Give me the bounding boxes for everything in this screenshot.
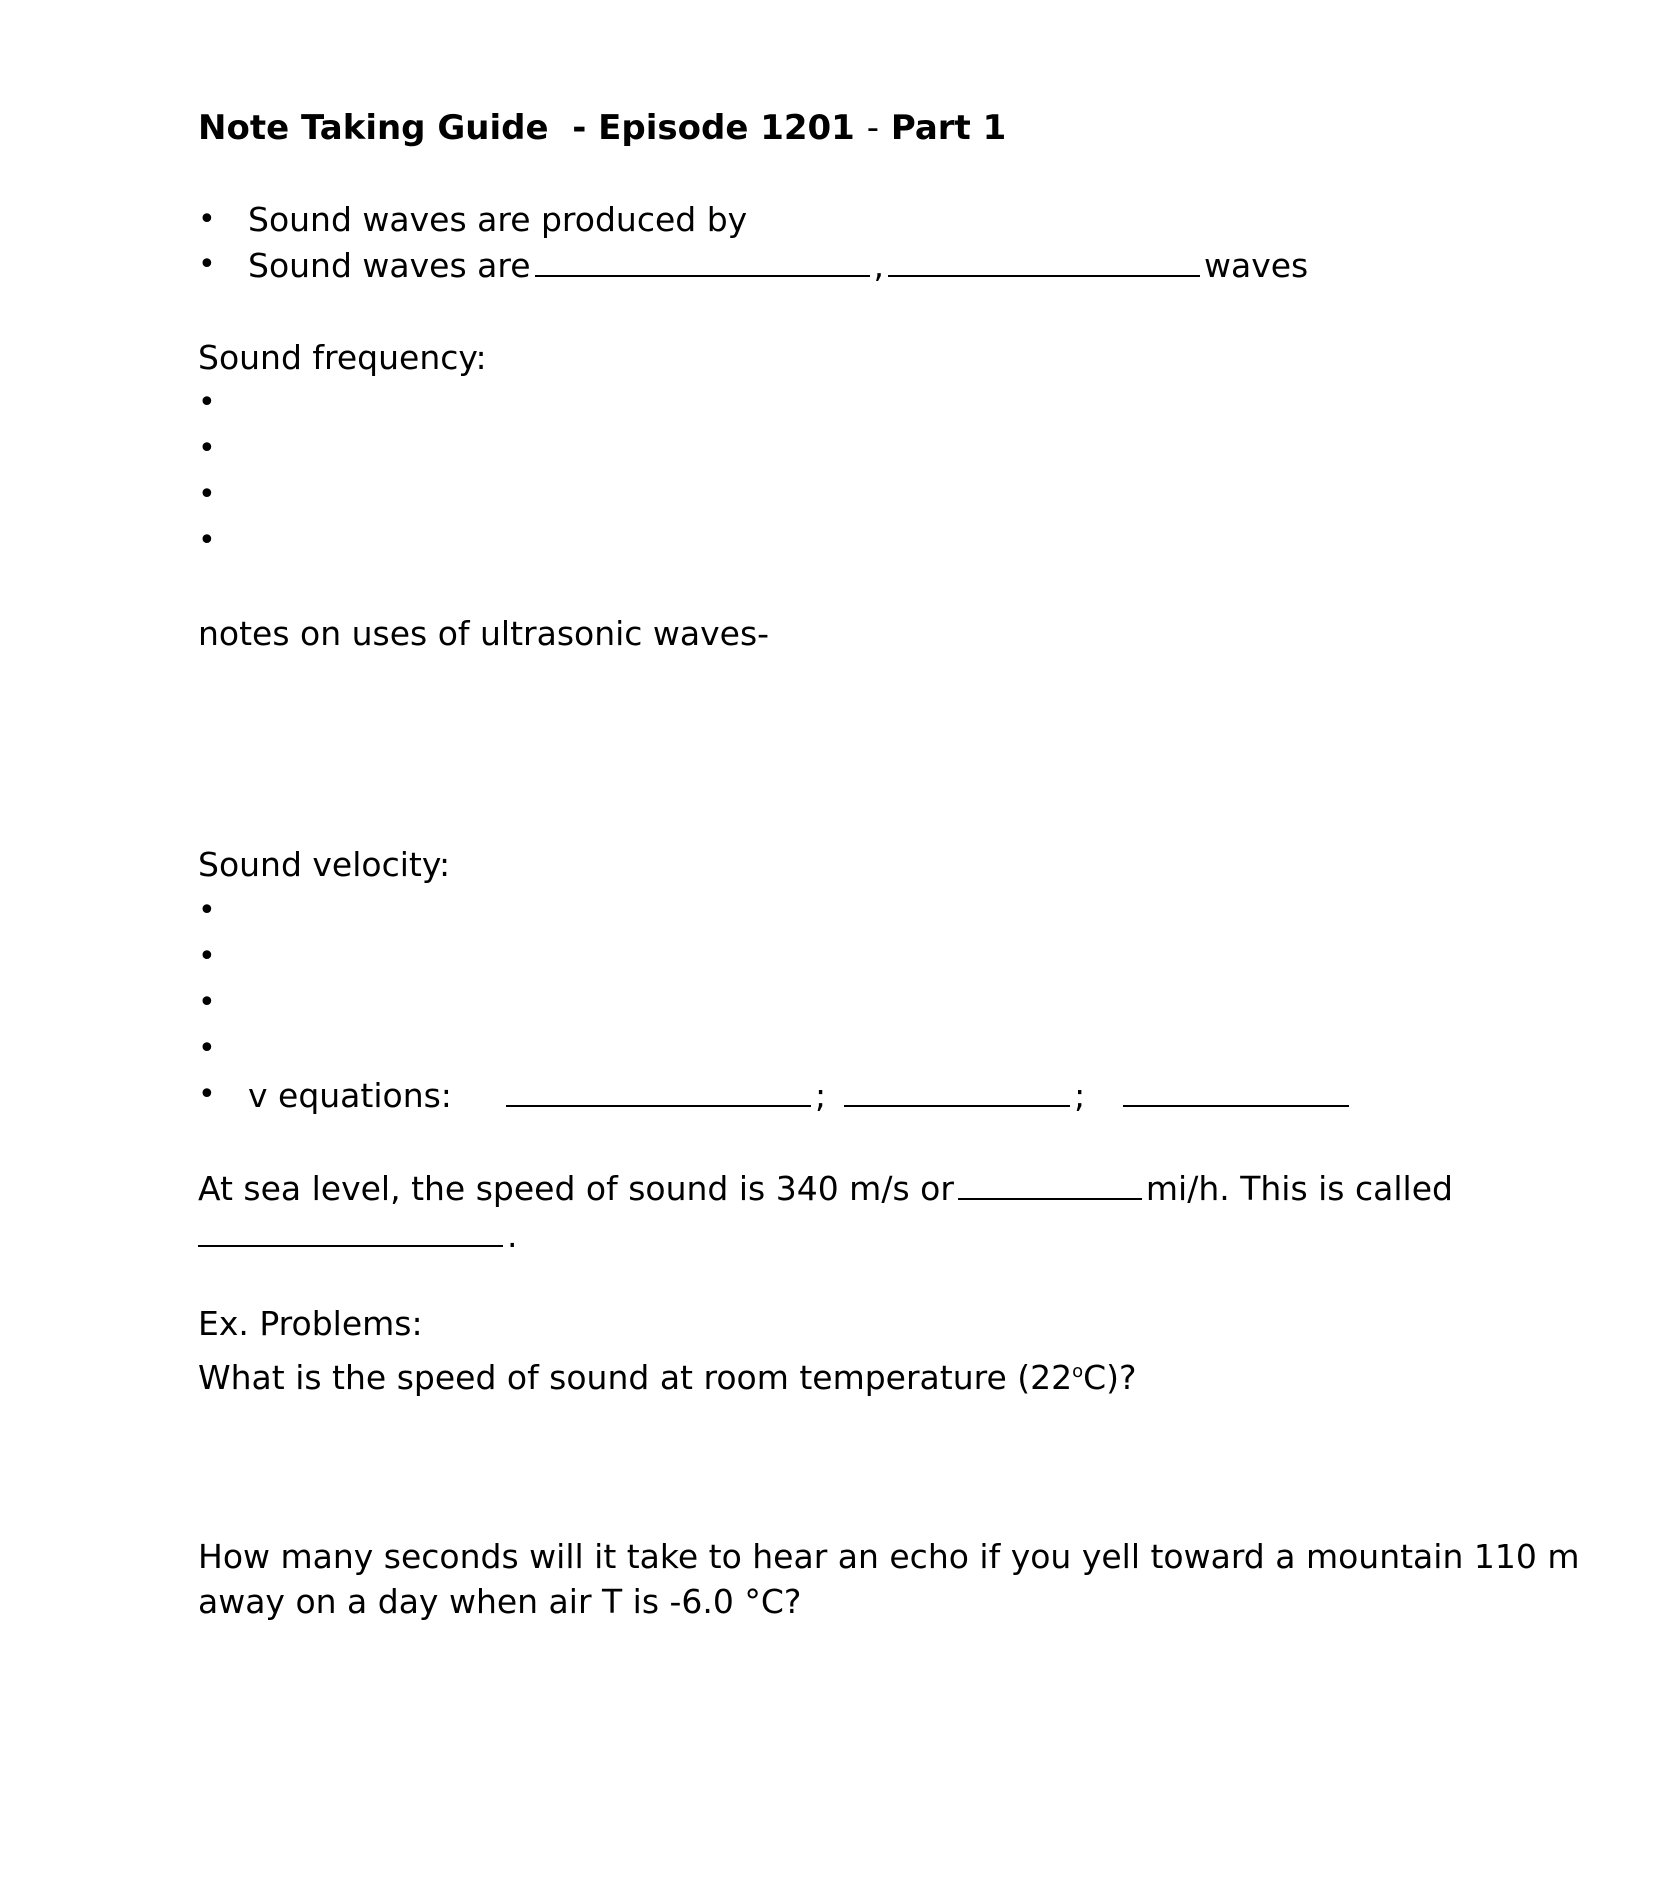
intro-bullet-1-text: Sound waves are produced by	[248, 200, 748, 239]
bullet-dot: •	[198, 939, 216, 974]
sea-level-text-before: At sea level, the speed of sound is 340 m/s or	[198, 1169, 954, 1208]
sea-level-line-2	[198, 1215, 518, 1256]
bullet-dot: •	[198, 1031, 216, 1066]
sea-level-end: .	[507, 1216, 518, 1255]
equation-blank-2[interactable]	[844, 1075, 1070, 1107]
example-question-1	[198, 1352, 1137, 1398]
intro-bullet-1	[198, 200, 748, 240]
bullet-dot: •	[198, 893, 216, 928]
bullet-dot: •	[198, 523, 216, 558]
title-episode: - Episode 1201	[572, 108, 855, 148]
title-dash: -	[866, 108, 879, 148]
title-part: Part 1	[890, 108, 1007, 148]
page-title	[198, 108, 1006, 148]
q1-before: What is the speed of sound at room temperature (22	[198, 1358, 1073, 1397]
bullet-dot: •	[198, 247, 216, 282]
examples-heading: Ex. Problems:	[198, 1304, 423, 1343]
title-guide: Note Taking Guide	[198, 108, 549, 148]
sea-level-text-after: mi/h. This is called	[1145, 1169, 1453, 1208]
v-equations-row	[248, 1075, 1353, 1116]
equation-separator-1: ;	[814, 1076, 827, 1115]
sea-level-line-1	[198, 1168, 1453, 1209]
wave-type-blank-2[interactable]	[888, 245, 1200, 277]
bullet-dot: •	[198, 985, 216, 1020]
example-question-2-line-1: How many seconds will it take to hear an echo if you yell toward a mountain 110 m	[198, 1537, 1580, 1576]
equation-blank-3[interactable]	[1123, 1075, 1349, 1107]
bullet-dot: •	[198, 477, 216, 512]
velocity-heading: Sound velocity:	[198, 845, 451, 884]
mph-blank[interactable]	[958, 1168, 1142, 1200]
v-equations-bullet	[198, 1075, 1086, 1115]
example-question-2-line-2: away on a day when air T is -6.0 °C?	[198, 1582, 802, 1621]
equation-blank-1[interactable]	[506, 1075, 811, 1107]
intro-bullet-2	[198, 245, 1309, 285]
speed-name-blank[interactable]	[198, 1215, 503, 1247]
intro-bullet-2-prefix: Sound waves are	[248, 246, 531, 285]
intro-bullet-2-comma: ,	[873, 246, 884, 285]
v-equations-label: v equations:	[248, 1076, 452, 1115]
intro-bullet-2-text	[248, 245, 1308, 286]
bullet-dot: •	[198, 431, 216, 466]
equation-separator-2: ;	[1074, 1076, 1086, 1115]
bullet-dot: •	[198, 1077, 216, 1112]
degree-symbol: o	[1072, 1361, 1084, 1382]
ultrasonic-heading: notes on uses of ultrasonic waves-	[198, 614, 770, 653]
frequency-heading: Sound frequency:	[198, 338, 487, 377]
intro-bullet-2-suffix: waves	[1204, 246, 1309, 285]
bullet-dot: •	[198, 385, 216, 420]
q1-after: C)?	[1083, 1358, 1137, 1397]
wave-type-blank-1[interactable]	[535, 245, 870, 277]
bullet-dot: •	[198, 202, 216, 237]
